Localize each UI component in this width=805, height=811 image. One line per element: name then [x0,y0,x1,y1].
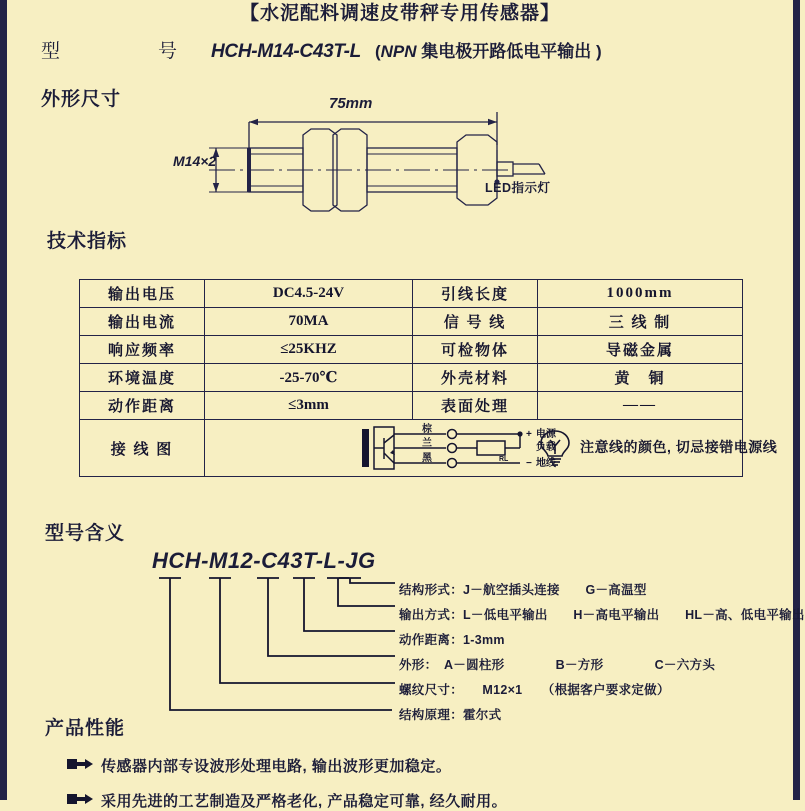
spec-value: 1000mm [538,280,743,308]
breakdown-row: 结构形式：J－航空插头连接 G－高温型 [399,583,647,597]
spec-key: 表面处理 [413,392,538,420]
spec-key: 外壳材料 [413,364,538,392]
spec-value: ≤25KHZ [205,336,413,364]
section-heading-dimensions: 外形尺寸 [41,89,122,110]
section-heading-performance: 产品性能 [45,718,126,739]
spec-value: —— [538,392,743,420]
spec-value: 三 线 制 [538,308,743,336]
spec-value: ≤3mm [205,392,413,420]
spec-value: DC4.5-24V [205,280,413,308]
wire-label-brown: 棕 [422,424,432,435]
spec-key: 输出电压 [80,280,205,308]
model-line [41,36,602,63]
model-code: HCH-M14-C43T-L [211,41,361,62]
section-heading-specs: 技术指标 [47,231,128,252]
wiring-note: 注意线的颜色, 切忌接错电源线 [580,439,778,455]
table-row [80,336,743,364]
spec-key: 可检物体 [413,336,538,364]
page-title: 【水泥配料调速皮带秤专用传感器】 [239,3,560,24]
terminal-power: 电源 [536,429,556,440]
spec-key: 输出电流 [80,308,205,336]
spec-value: 导磁金属 [538,336,743,364]
model-breakdown-code: HCH-M12-C43T-L-JG [152,548,376,573]
performance-list-overflow [67,790,787,810]
dimension-thread-label: M14×2 [173,153,217,169]
spec-value: -25-70℃ [205,364,413,392]
table-row-wiring [80,420,743,477]
spec-key: 响应频率 [80,336,205,364]
wire-label-blue: 兰 [422,438,432,449]
spec-value: 70MA [205,308,413,336]
terminal-load: 负载 [536,442,556,453]
spec-key: 动作距离 [80,392,205,420]
table-row [80,392,743,420]
model-breakdown [147,548,805,722]
wiring-cell [205,420,778,477]
wire-label-black: 黑 [422,453,432,464]
spec-key: 环境温度 [80,364,205,392]
pointing-hand-icon [67,792,97,810]
table-row [80,308,743,336]
bulb-icon [538,428,572,468]
breakdown-row: 动作距离：1-3mm [399,633,505,647]
table-row [80,280,743,308]
list-item [67,790,787,811]
led-indicator-label: LED指示灯 [485,181,551,195]
spec-value: 黄 铜 [538,364,743,392]
terminal-plus: + [526,429,532,440]
model-note: (NPN 集电极开路低电平输出 ) [374,42,602,61]
dimension-drawing [167,90,597,220]
table-row [80,364,743,392]
breakdown-row: 结构原理：霍尔式 [399,708,502,722]
list-item [67,755,787,776]
pointing-hand-icon [67,757,97,775]
dimension-length-label: 75mm [329,95,373,112]
breakdown-row: 外形： A－圆柱形 B－方形 C－六方头 [399,658,716,672]
resistor-label: RL [499,456,509,463]
terminal-minus: − [526,458,532,469]
spec-key: 引线长度 [413,280,538,308]
list-item-text: 传感器内部专设波形处理电路, 输出波形更加稳定。 [101,758,452,775]
breakdown-row: 螺纹尺寸： M12×1 （根据客户要求定做） [399,683,670,697]
wiring-label: 接 线 图 [80,420,205,477]
spec-table [79,279,778,477]
performance-list [67,755,787,788]
section-heading-meaning: 型号含义 [45,523,126,544]
terminal-ground: 地线 [536,458,556,469]
model-label: 型 号 [41,41,198,62]
spec-key: 信 号 线 [413,308,538,336]
list-item-text: 采用先进的工艺制造及严格老化, 产品稳定可靠, 经久耐用。 [101,793,508,810]
breakdown-row: 输出方式：L－低电平输出 H－高电平输出 HL－高、低电平输出 [399,608,805,622]
